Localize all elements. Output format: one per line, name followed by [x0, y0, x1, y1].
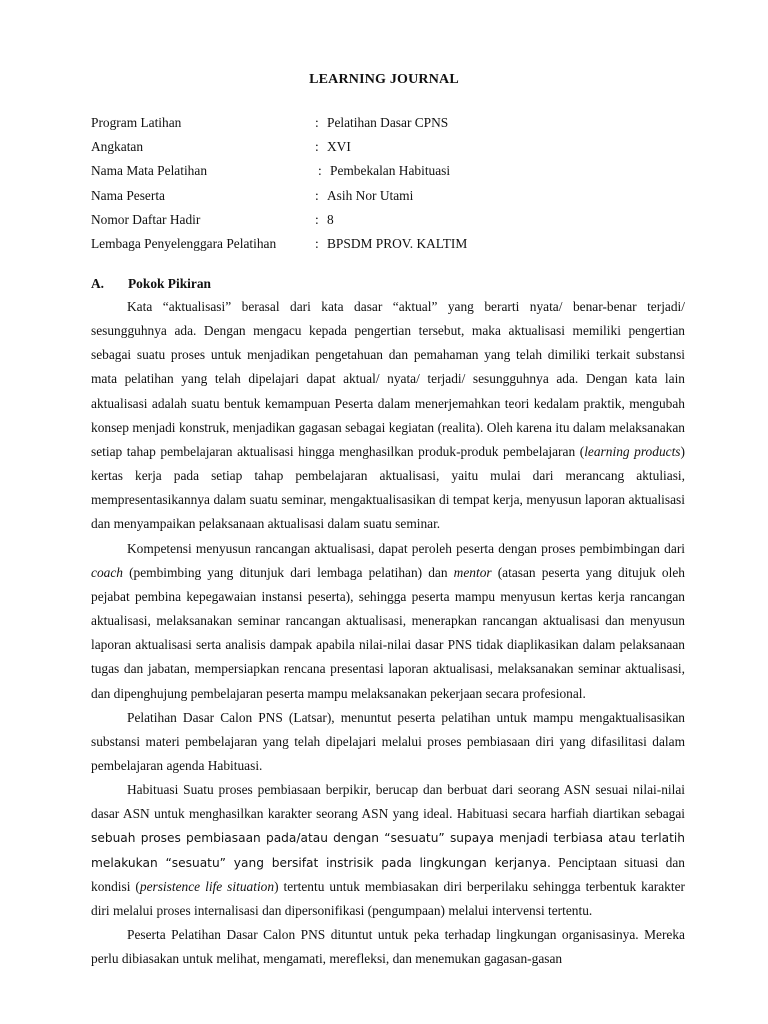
paragraph-italic: coach	[91, 564, 123, 580]
info-separator: :	[315, 115, 319, 130]
paragraph-2	[91, 537, 685, 706]
section-heading	[91, 276, 211, 292]
info-label: Nomor Daftar Hadir	[91, 211, 201, 227]
paragraph-text: Habituasi Suatu proses pembiasaan berpikir, berucap dan berbuat dari seorang ASN sesuai nilai-nilai dasar ASN untuk menghasilkan karakter seorang ASN yang ideal. Habituasi secara harfiah diartikan sebagai	[91, 782, 685, 822]
paragraph-italic: persistence life situation	[139, 878, 275, 894]
section-title: Pokok Pikiran	[128, 276, 211, 291]
paragraph-text: ) tertentu untuk membiasakan diri berperilaku sehingga terbentuk karakter diri melalui proses internalisasi dan dipersonifikasi (pengumpaan) melalui intervensi tertentu.	[91, 878, 685, 918]
info-label: Angkatan	[91, 139, 144, 155]
section-letter: A.	[91, 276, 105, 291]
info-row-nomor-hadir	[91, 212, 691, 236]
info-separator: :	[315, 139, 319, 155]
paragraph-italic: learning products	[584, 443, 681, 459]
info-table	[91, 115, 691, 260]
info-separator: :	[315, 235, 319, 251]
info-separator: :	[318, 163, 322, 179]
info-separator: :	[315, 211, 319, 227]
info-row-peserta	[91, 188, 691, 212]
info-row-program	[91, 115, 691, 139]
paragraph-text: Kompetensi menyusun rancangan aktualisasi, dapat peroleh peserta dengan proses pembimbingan dari	[127, 540, 685, 556]
paragraph-1	[91, 295, 685, 537]
info-label: Lembaga Penyelenggara Pelatihan	[91, 235, 277, 251]
paragraph-4	[91, 778, 685, 923]
paragraph-3: Pelatihan Dasar Calon PNS (Latsar), menuntut peserta pelatihan untuk mampu mengaktualisasikan substansi materi pembelajaran yang telah dipelajari melalui proses pembiasaan diri yang difasilitasi dalam pembelajaran agenda Habituasi.	[91, 709, 685, 773]
info-label: Nama Mata Pelatihan	[91, 163, 208, 179]
document-body	[91, 295, 685, 971]
info-value: Asih Nor Utami	[327, 187, 414, 203]
paragraph-5: Peserta Pelatihan Dasar Calon PNS dituntut untuk peka terhadap lingkungan organisasinya. Mereka perlu dibiasakan untuk melihat, mengamati, merefleksi, dan menemukan gagasan-gasan	[91, 927, 685, 967]
info-row-angkatan	[91, 139, 691, 163]
info-value: 8	[327, 211, 334, 227]
info-value: Pelatihan Dasar CPNS	[327, 115, 449, 130]
info-row-mata-pelatihan	[91, 163, 691, 187]
paragraph-text: Kata “aktualisasi” berasal dari kata dasar “aktual” yang berarti nyata/ benar-benar terjadi/ sesungguhnya ada. Dengan mengacu kepada pengertian tersebut, maka aktualisasi memiliki pengertian sebagai suatu proses untuk menjadikan pengetahuan dan pemahaman yang telah dimiliki terkait substansi mata pelatihan yang telah dipelajari dapat aktual/ nyata/ terjadi/ sesungguhnya ada. Dengan kata lain aktualisasi adalah suatu bentuk kemampuan Peserta dalam menerjemahkan teori kedalam praktik, mengubah konsep menjadi konstruk, menjadikan gagasan sebagai kegiatan (realita). Oleh karena itu dalam melaksanakan setiap tahap pembelajaran aktualisasi hingga menghasilkan produk-produk pembelajaran (	[91, 299, 685, 459]
info-label: Program Latihan	[91, 115, 182, 130]
info-value: XVI	[327, 139, 351, 155]
paragraph-italic: mentor	[453, 564, 492, 580]
paragraph-sans-text: sebuah proses pembiasaan pada/atau dengan “sesuatu” supaya menjadi terbiasa atau terlatih melakukan “sesuatu” yang bersifat instrisik pada lingkungan kerjanya.	[91, 831, 685, 870]
paragraph-text: Penciptaan situasi dan kondisi (	[91, 854, 685, 894]
info-value: BPSDM PROV. KALTIM	[327, 235, 468, 251]
info-separator: :	[315, 187, 319, 203]
paragraph-text: ) kertas kerja pada setiap tahap pembelajaran aktualisasi, yaitu mulai dari merancang aktuliasi, mempresentasikannya dalam suatu seminar, mengaktualisasikan di tempat kerja, menyusun laporan aktualisasi dan menyampaikan pelaksanaan aktualisasi dalam suatu seminar.	[91, 443, 685, 532]
paragraph-text: (pembimbing yang ditunjuk dari lembaga pelatihan) dan	[122, 564, 454, 580]
info-value: Pembekalan Habituasi	[330, 163, 451, 179]
document-title: LEARNING JOURNAL	[309, 72, 459, 87]
info-label: Nama Peserta	[91, 187, 165, 203]
paragraph-text: (atasan peserta yang ditujuk oleh pejabat pembina kepegawaian instansi peserta), sehingga peserta mampu menyusun kertas kerja rancangan aktualisasi, melaksanakan seminar rancangan aktualisasi, menerapkan rancangan aktualisasi dan menyusun laporan aktualisasi serta analisis dampak apabila nilai-nilai dasar PNS tidak diaplikasikan dalam pelaksanaan tugas dan jabatan, mempersiapkan rencana presentasi laporan aktualisasi, melaksanakan seminar aktualisasi, dan dipenghujung pembelajaran peserta mampu melaksanakan pekerjaan secara profesional.	[91, 564, 685, 701]
info-row-lembaga	[91, 236, 691, 260]
